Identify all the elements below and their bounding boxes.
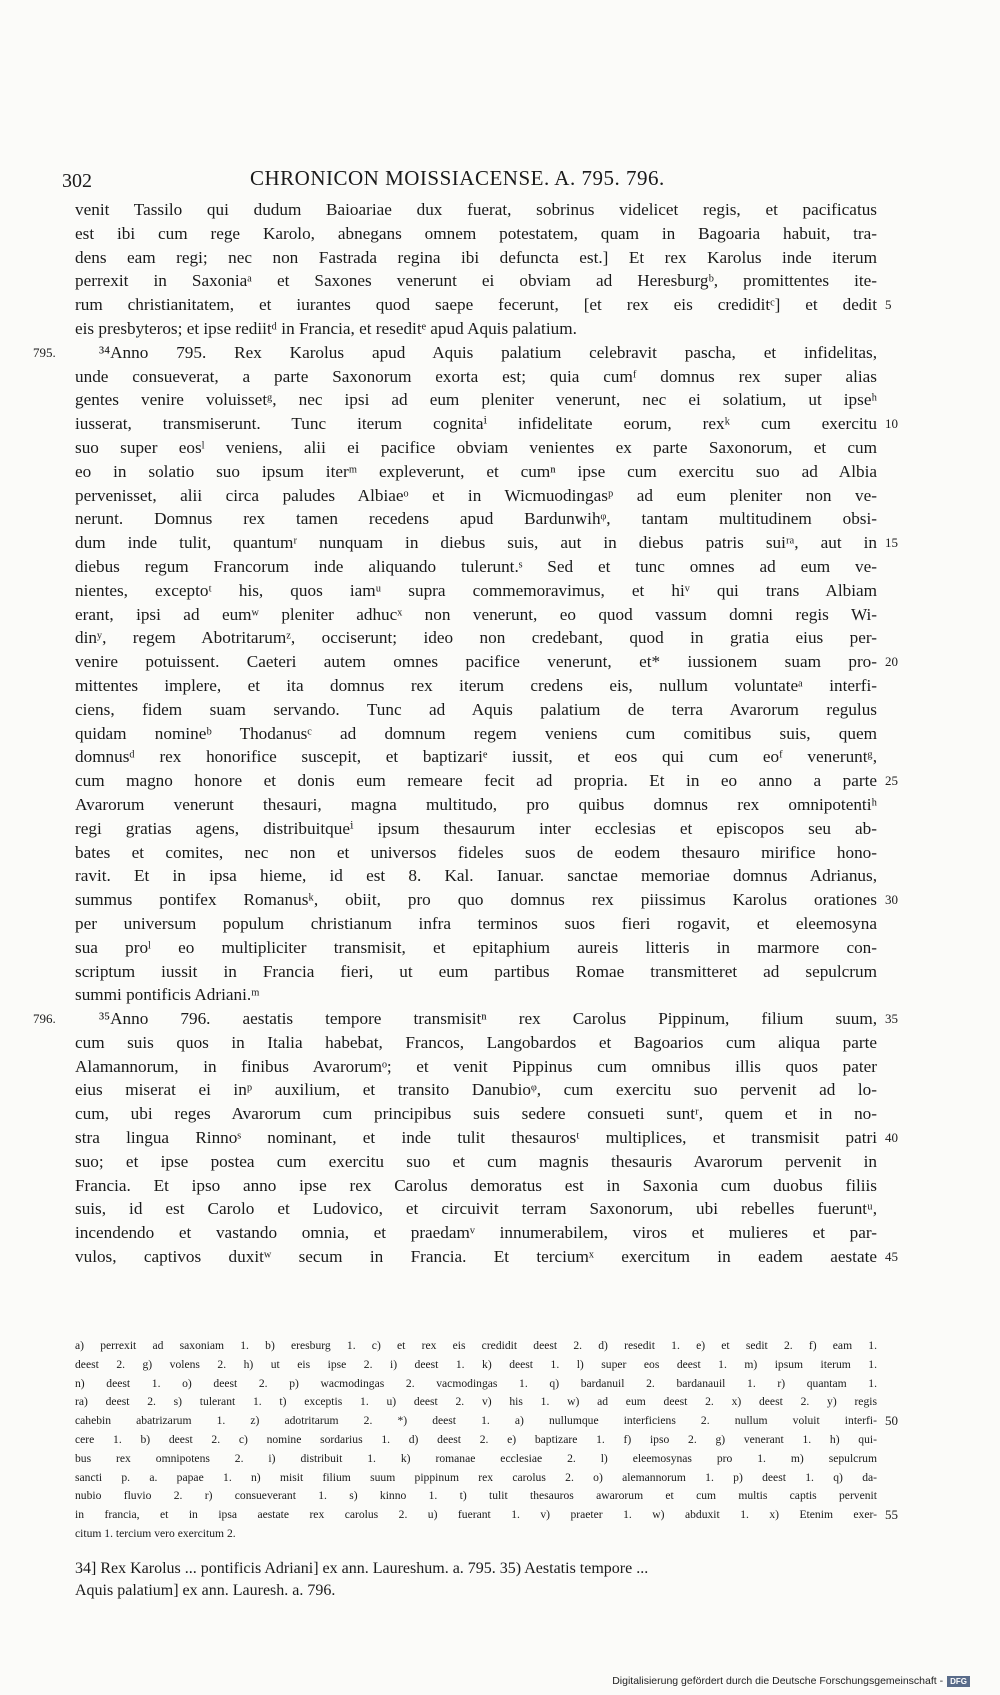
text-line-content: eo in solatio suo ipsum iterᵐ expleverunt, et cumⁿ ipse cum exercitu suo ad Albia bbox=[75, 461, 877, 481]
text-line-content: suis, id est Carolo et Ludovico, et circuivit terram Saxonorum, ubi rebelles fueruntᵘ, bbox=[75, 1199, 877, 1219]
text-line-content: nientes, exceptoᵗ his, quos iamᵘ supra commemoravimus, et hiᵛ qui trans Albiam bbox=[75, 580, 877, 600]
text-line bbox=[75, 1055, 877, 1079]
apparatus-line bbox=[75, 1525, 877, 1544]
source-note-line: 34] Rex Karolus ... pontificis Adriani] ex ann. Laureshum. a. 795. 35) Aestatis tempore ... bbox=[75, 1560, 649, 1577]
text-line bbox=[75, 793, 877, 817]
text-line-content: nerunt. Domnus rex tamen recedens apud Bardunwihᵠ, tantam multitudinem obsi- bbox=[75, 509, 877, 529]
line-number: 30 bbox=[885, 892, 898, 908]
text-line-content: gentes venire voluissetᵍ, nec ipsi ad eum pleniter venerunt, nec ei solatium, ut ipseʰ bbox=[75, 390, 877, 410]
text-line bbox=[75, 555, 877, 579]
text-line bbox=[75, 579, 877, 603]
text-line-content: ravit. Et in ipsa hieme, id est 8. Kal. Ianuar. sanctae memoriae domnus Adrianus, bbox=[75, 866, 877, 886]
text-line-content: perrexit in Saxoniaᵃ et Saxones venerunt ei obviam ad Heresburgᵇ, promittentes ite- bbox=[75, 271, 877, 291]
line-number: 5 bbox=[885, 297, 892, 313]
line-number: 40 bbox=[885, 1130, 898, 1146]
text-line bbox=[75, 412, 898, 436]
apparatus-line bbox=[75, 1393, 877, 1412]
text-line-content: incendendo et vastando omnia, et praedamᵛ innumerabilem, viros et mulieres et par- bbox=[75, 1223, 877, 1243]
text-line-content: diebus regum Francorum inde aliquando tulerunt.ˢ Sed et tunc omnes ad eum ve- bbox=[75, 556, 877, 576]
text-line-content: vulos, captivos duxitʷ secum in Francia. Et terciumˣ exercitum in eadem aestate bbox=[75, 1247, 877, 1267]
text-line-content: eis presbyteros; et ipse rediitᵈ in Francia, et reseditᵉ apud Aquis palatium. bbox=[75, 318, 577, 338]
text-line bbox=[75, 1126, 898, 1150]
line-number: 15 bbox=[885, 535, 898, 551]
apparatus-line bbox=[75, 1412, 898, 1431]
text-line bbox=[75, 222, 877, 246]
text-line-content: venit Tassilo qui dudum Baioariae dux fuerat, sobrinus videlicet regis, et pacificatus bbox=[75, 200, 877, 219]
apparatus-line-content: ra) deest 2. s) tulerant 1. t) exceptis 1. u) deest 2. v) his 1. w) ad eum deest 2. x) deest 2. y) regis bbox=[75, 1395, 877, 1409]
text-line-content: cum magno honore et donis eum remeare fecit ad propria. Et in eo anno a parte bbox=[75, 771, 877, 791]
apparatus-line bbox=[75, 1431, 877, 1450]
apparatus-line-content: bus rex omnipotens 2. i) distribuit 1. k) romanae ecclesiae 2. l) eleemosynas pro 1. m) sepulcrum bbox=[75, 1451, 877, 1465]
text-line-content: mittentes implere, et ita domnus rex iterum credens eis, nullum voluntateᵃ interfi- bbox=[75, 675, 877, 695]
text-line-content: dinʸ, regem Abotritarumᶻ, occiserunt; ideo non credebant, quod in gratia eius per- bbox=[75, 628, 877, 648]
text-line-content: cum suis quos in Italia habebat, Francos, Langobardos et Bagoarios cum aliqua parte bbox=[75, 1032, 877, 1052]
text-line-content: pervenisset, alii circa paludes Albiaeᵒ et in Wicmuodingasᵖ ad eum pleniter non ve- bbox=[75, 485, 877, 505]
critical-apparatus bbox=[75, 1337, 898, 1544]
text-line-content: domnusᵈ rex honorifice suscepit, et baptizariᵉ iussit, et eos qui cum eoᶠ veneruntᵍ, bbox=[75, 747, 877, 767]
text-line-content: Francia. Et ipso anno ipse rex Carolus demoratus est in Saxonia cum duobus filiis bbox=[75, 1175, 877, 1195]
text-line bbox=[75, 841, 877, 865]
text-line bbox=[75, 983, 877, 1007]
text-line-content: Avarorum venerunt thesauri, magna multitudo, pro quibus domnus rex omnipotentiʰ bbox=[75, 794, 877, 814]
apparatus-line-content: nubio fluvio 2. r) consueverant 1. s) kinno 1. t) tulit thesauros awarorum et cum multis captis pervenit bbox=[75, 1489, 877, 1503]
text-line bbox=[75, 698, 877, 722]
margin-year: 796. bbox=[33, 1011, 56, 1027]
text-line bbox=[75, 1221, 877, 1245]
text-line bbox=[75, 936, 877, 960]
text-line bbox=[75, 269, 877, 293]
text-line-content: venire potuissent. Caeteri autem omnes pacifice venerunt, et* iussionem suam pro- bbox=[75, 652, 877, 672]
line-number: 55 bbox=[885, 1507, 898, 1523]
text-line-content: ³⁴Anno 795. Rex Karolus apud Aquis palatium celebravit pascha, et infidelitas, bbox=[99, 342, 877, 362]
text-line bbox=[75, 864, 877, 888]
apparatus-line-content: n) deest 1. o) deest 2. p) wacmodingas 2. vacmodingas 1. q) bardanuil 2. bardanauil 1. r) quantam 1. bbox=[75, 1376, 877, 1390]
text-line bbox=[75, 246, 877, 270]
text-line bbox=[75, 484, 877, 508]
text-line-content: est ibi cum rege Karolo, abnegans omnem potestatem, quam in Bagoaria habuit, tra- bbox=[75, 223, 877, 243]
margin-year: 795. bbox=[33, 344, 56, 360]
text-line-content: eius miserat ei inᵖ auxilium, et transito Danubioᵠ, cum exercitu suo pervenit ad lo- bbox=[75, 1080, 877, 1100]
apparatus-line bbox=[75, 1487, 877, 1506]
text-line bbox=[75, 507, 877, 531]
credit-text: Digitalisierung gefördert durch die Deutsche Forschungsgemeinschaft - bbox=[612, 1675, 944, 1687]
text-line bbox=[75, 603, 877, 627]
line-number: 45 bbox=[885, 1249, 898, 1265]
text-line bbox=[75, 674, 877, 698]
text-line-content: summi pontificis Adriani.ᵐ bbox=[75, 985, 260, 1005]
text-line bbox=[75, 365, 877, 389]
text-line bbox=[75, 1102, 877, 1126]
text-line-content: ³⁵Anno 796. aestatis tempore transmisitⁿ rex Carolus Pippinum, filium suum, bbox=[99, 1009, 877, 1029]
text-line-content: regi gratias agens, distribuitqueⁱ ipsum thesaurum inter ecclesias et episcopos seu ab- bbox=[75, 818, 877, 838]
text-line bbox=[75, 198, 877, 222]
line-number: 50 bbox=[885, 1413, 898, 1429]
text-line bbox=[75, 436, 877, 460]
apparatus-line bbox=[75, 1375, 877, 1394]
digitization-credit bbox=[612, 1675, 970, 1687]
page-number: 302 bbox=[62, 170, 92, 192]
text-line-content: sua proˡ eo multipliciter transmisit, et epitaphium aureis litteris in marmore con- bbox=[75, 937, 877, 957]
apparatus-line-content: a) perrexit ad saxoniam 1. b) eresburg 1. c) et rex eis credidit deest 2. d) resedit 1. e) et sedit 2. f) eam 1. bbox=[75, 1339, 877, 1352]
source-notes bbox=[75, 1558, 877, 1602]
text-line bbox=[75, 912, 877, 936]
text-line bbox=[75, 388, 877, 412]
text-line bbox=[75, 1245, 898, 1269]
text-line-content: stra lingua Rinnoˢ nominant, et inde tulit thesaurosᵗ multiplices, et transmisit patri bbox=[75, 1128, 877, 1148]
text-line-content: per universum populum christianum infra terminos suos fieri rogavit, et eleemosyna bbox=[75, 913, 877, 933]
text-line bbox=[75, 650, 898, 674]
text-line-content: unde consueverat, a parte Saxonorum exorta est; quia cumᶠ domnus rex super alias bbox=[75, 366, 877, 386]
text-line-content: erant, ipsi ad eumʷ pleniter adhucˣ non venerunt, eo quod vassum domni regis Wi- bbox=[75, 604, 877, 624]
text-line-content: summus pontifex Romanusᵏ, obiit, pro quo domnus rex piissimus Karolus orationes bbox=[75, 890, 877, 910]
apparatus-line bbox=[75, 1356, 877, 1375]
text-line-content: rum christianitatem, et iurantes quod saepe fecerunt, [et rex eis crediditᶜ] et dedit bbox=[75, 295, 877, 315]
text-line bbox=[33, 341, 877, 365]
text-line-content: dum inde tulit, quantumʳ nunquam in diebus suis, aut in diebus patris suiʳᵃ, aut in bbox=[75, 533, 877, 553]
text-line bbox=[75, 460, 877, 484]
apparatus-line bbox=[75, 1450, 877, 1469]
text-line bbox=[75, 745, 877, 769]
running-head: CHRONICON MOISSIACENSE. A. 795. 796. bbox=[250, 166, 665, 190]
text-line-content: ciens, fidem suam servando. Tunc ad Aquis palatium de terra Avarorum regulus bbox=[75, 699, 877, 719]
text-line-content: suo; et ipse postea cum exercitu suo et cum magnis thesauris Avarorum pervenit in bbox=[75, 1151, 877, 1171]
apparatus-line-content: cahebin abatrizarum 1. z) adotritarum 2. *) deest 1. a) nullumque interficiens 2. nullum voluit interfi- bbox=[75, 1414, 877, 1428]
text-line bbox=[75, 531, 898, 555]
text-line bbox=[33, 1007, 898, 1031]
text-line bbox=[75, 1174, 877, 1198]
line-number: 20 bbox=[885, 654, 898, 670]
text-line bbox=[75, 293, 892, 317]
line-number: 25 bbox=[885, 773, 898, 789]
apparatus-line-content: deest 2. g) volens 2. h) ut eis ipse 2. i) deest 1. k) deest 1. l) super eos deest 1. m) ipsum iterum 1. bbox=[75, 1357, 877, 1371]
text-line-content: bates et comites, nec non et universos fideles suos de eodem thesauro mirifice hono- bbox=[75, 842, 877, 862]
apparatus-line bbox=[75, 1469, 877, 1488]
text-line bbox=[75, 1078, 877, 1102]
text-line-content: cum, ubi reges Avarorum cum principibus suis sedere consueti suntʳ, quem et in no- bbox=[75, 1104, 877, 1124]
text-line bbox=[75, 960, 877, 984]
apparatus-line-content: citum 1. tercium vero exercitum 2. bbox=[75, 1526, 236, 1540]
text-line-content: dens eam regi; nec non Fastrada regina ibi defuncta est.] Et rex Karolus inde iterum bbox=[75, 247, 877, 267]
text-line-content: scriptum iussit in Francia fieri, ut eum partibus Romae transmitteret ad sepulcrum bbox=[75, 961, 877, 981]
dfg-logo: DFG bbox=[947, 1676, 970, 1687]
text-line-content: suo super eosˡ veniens, alii ei pacifice obviam venientes ex parte Saxonorum, et cum bbox=[75, 437, 877, 457]
apparatus-line-content: sancti p. a. papae 1. n) misit filium suum pippinum rex carolus 2. o) alemannorum 1. p) deest 1. q) da- bbox=[75, 1470, 877, 1484]
source-note-line: Aquis palatium] ex ann. Lauresh. a. 796. bbox=[75, 1582, 336, 1599]
text-line bbox=[75, 1197, 877, 1221]
text-line bbox=[75, 317, 877, 341]
line-number: 35 bbox=[885, 1011, 898, 1027]
apparatus-line-content: cere 1. b) deest 2. c) nomine sordarius 1. d) deest 2. e) baptizare 1. f) ipso 2. g) venerant 1. h) qui- bbox=[75, 1432, 877, 1446]
text-line bbox=[75, 626, 877, 650]
text-line bbox=[75, 722, 877, 746]
text-line bbox=[75, 1031, 877, 1055]
text-line bbox=[75, 817, 877, 841]
text-line-content: quidam nomineᵇ Thodanusᶜ ad domnum regem veniens cum comitibus suis, quem bbox=[75, 723, 877, 743]
text-line-content: iusserat, transmiserunt. Tunc iterum cognitaⁱ infidelitate eorum, rexᵏ cum exercitu bbox=[75, 414, 877, 434]
text-line-content: Alamannorum, in finibus Avarorumᵒ; et venit Pippinus cum omnibus illis quos pater bbox=[75, 1056, 877, 1076]
main-text bbox=[33, 198, 898, 1269]
text-line bbox=[75, 888, 898, 912]
apparatus-line-content: in francia, et in ipsa aestate rex carolus 2. u) fuerant 1. v) praeter 1. w) abduxit 1. x) Etenim exer- bbox=[75, 1508, 877, 1522]
text-line bbox=[75, 769, 898, 793]
text-line bbox=[75, 1150, 877, 1174]
apparatus-line bbox=[75, 1337, 877, 1356]
apparatus-line bbox=[75, 1506, 898, 1525]
line-number: 10 bbox=[885, 416, 898, 432]
